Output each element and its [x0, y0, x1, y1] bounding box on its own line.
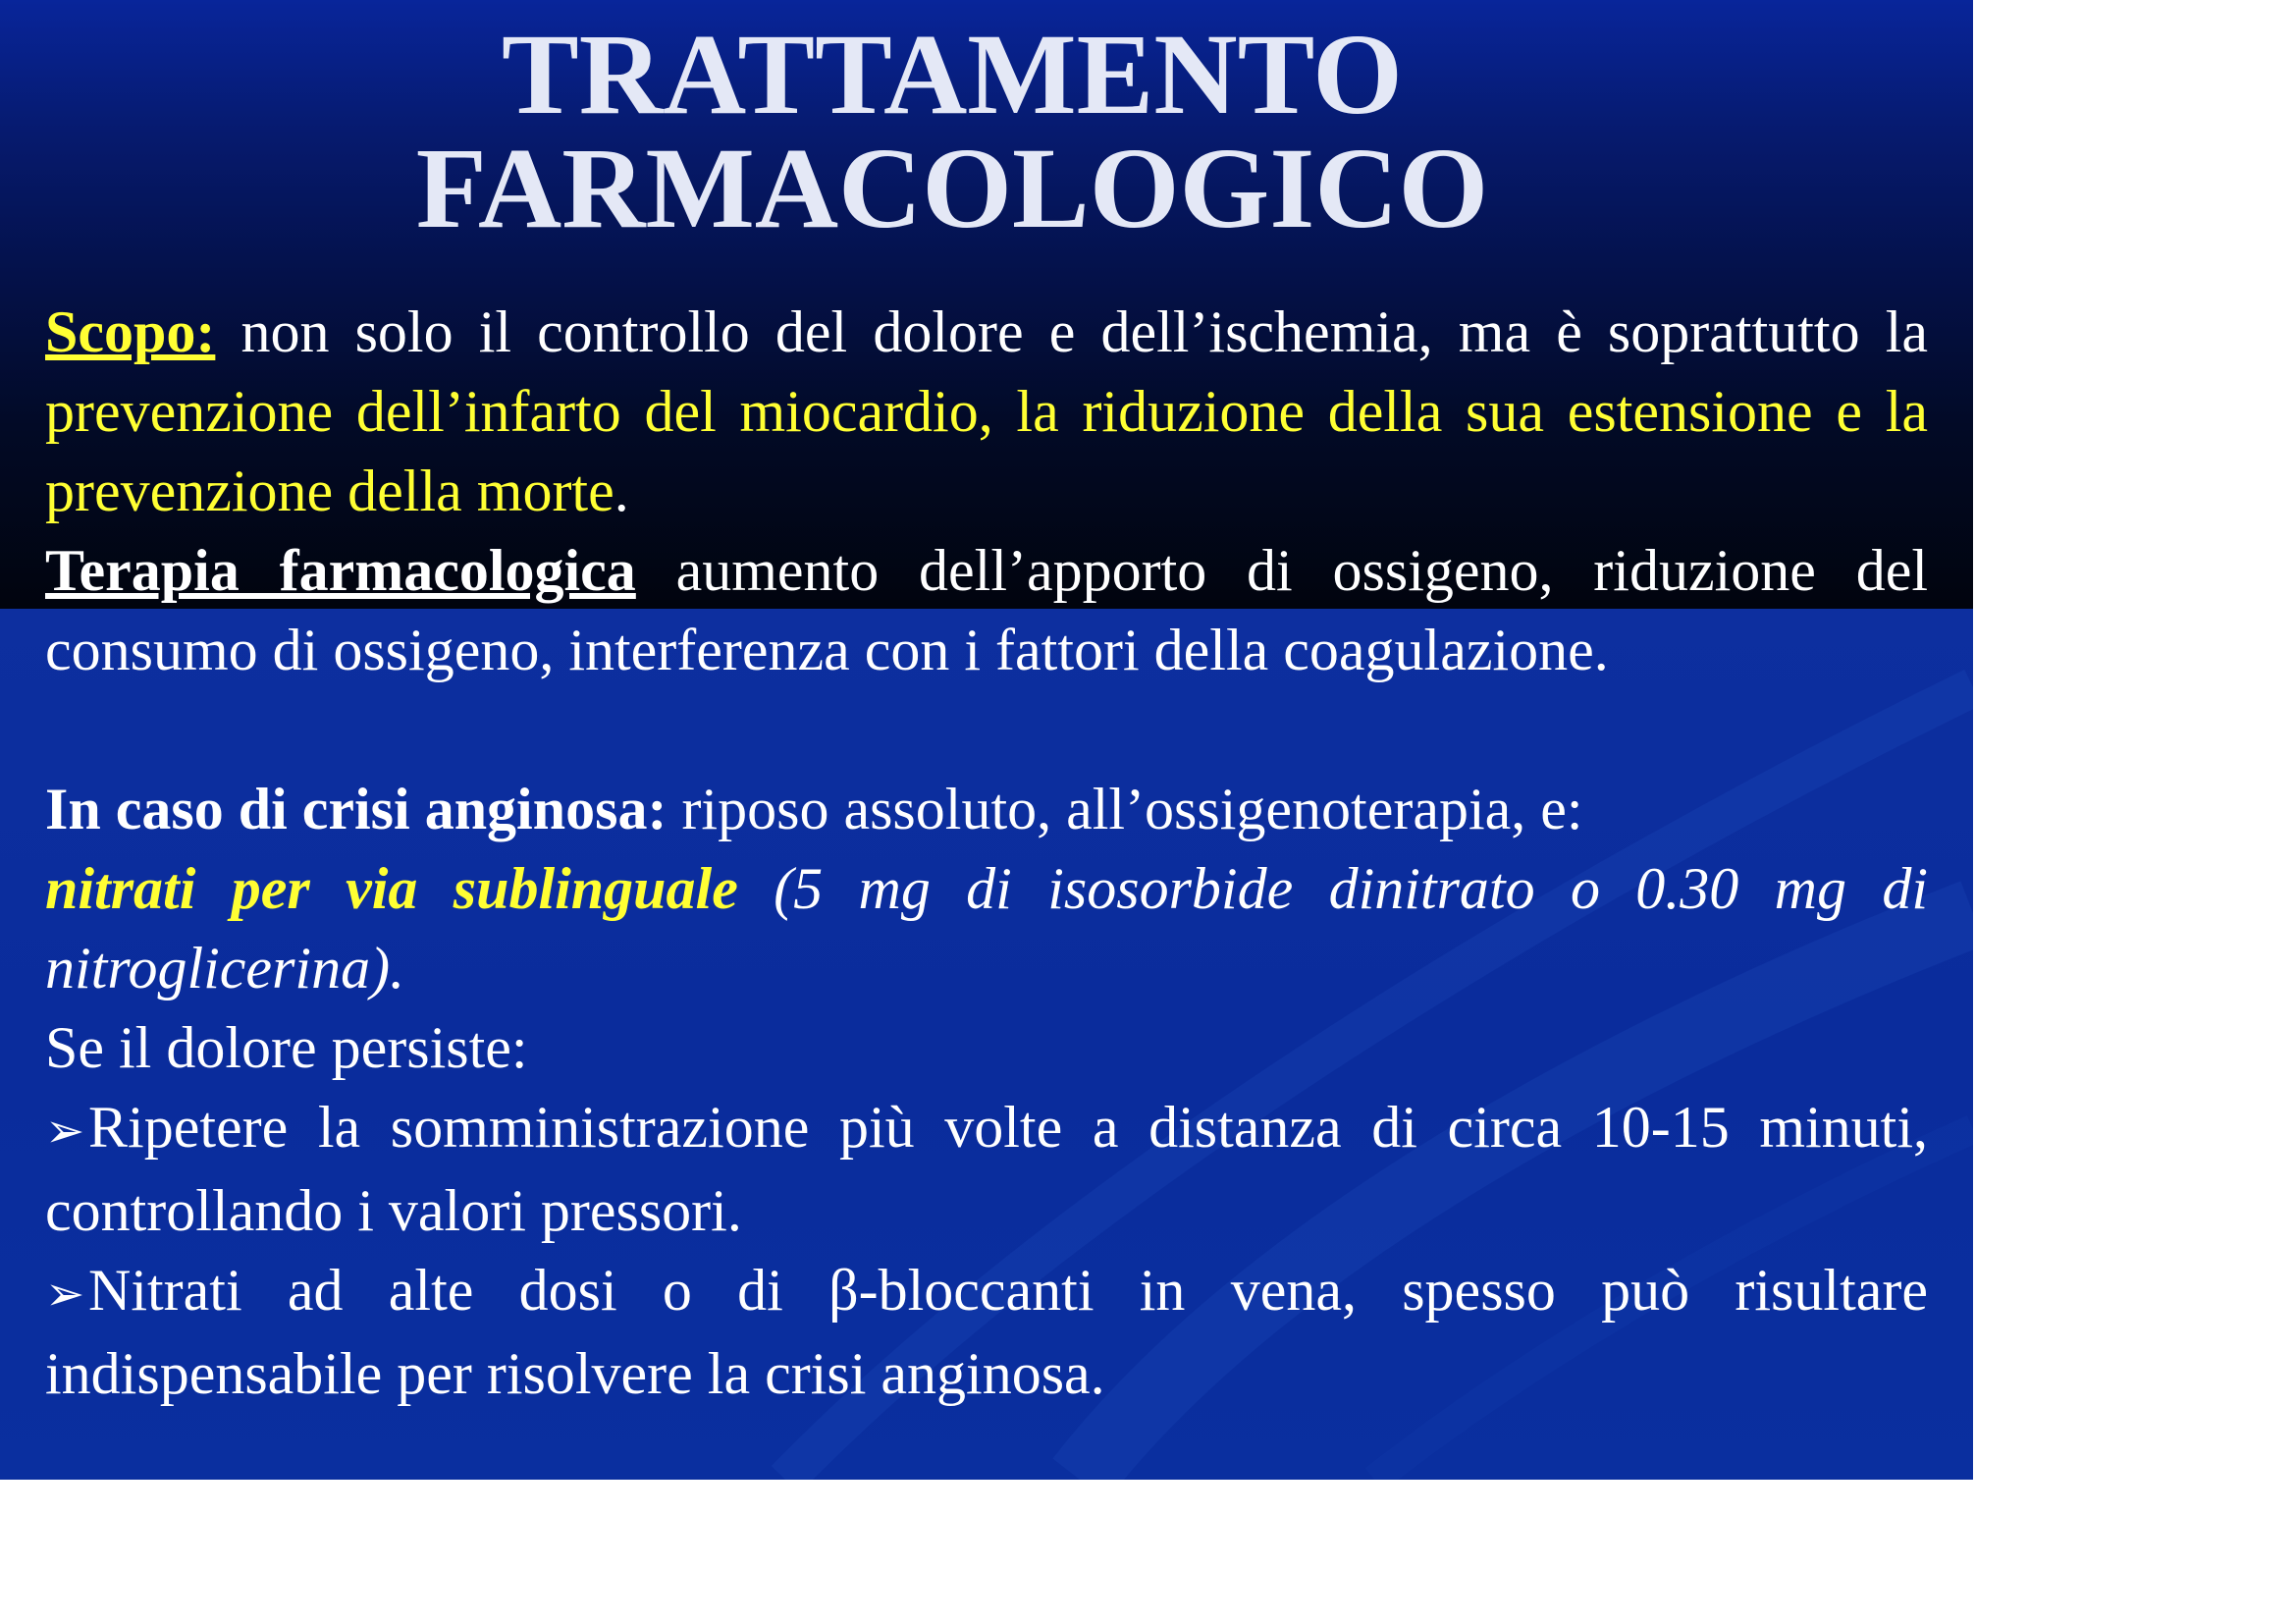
scopo-highlight: prevenzione dell’infarto del miocardio, la riduzione della sua estensione e la prevenzione della morte	[45, 379, 1928, 523]
nitrati-label: nitrati per via sublinguale	[45, 856, 738, 921]
terapia-paragraph	[45, 531, 1928, 690]
terapia-label: Terapia farmacologica	[45, 538, 636, 603]
title-line-1: TRATTAMENTO	[502, 10, 1403, 138]
slide-body	[45, 293, 1928, 1414]
crisi-paragraph	[45, 770, 1928, 849]
scopo-paragraph	[45, 293, 1928, 531]
bullet-text: Ripetere la somministrazione più volte a distanza di circa 10-15 minuti, controllando i valori pressori.	[45, 1095, 1928, 1243]
nitrati-text: (5 mg di isosorbide dinitrato o 0.30 mg di nitroglicerina).	[45, 856, 1928, 1001]
arrowhead-bullet-icon: ➢	[45, 1267, 85, 1322]
crisi-text: riposo assoluto, all’ossigenoterapia, e:	[667, 777, 1583, 841]
spacer	[45, 690, 1928, 770]
list-item	[45, 1251, 1928, 1414]
title-line-2: FARMACOLOGICO	[415, 124, 1489, 252]
page-title	[0, 10, 1904, 252]
list-item	[45, 1088, 1928, 1251]
scopo-text: non solo il controllo del dolore e dell’ischemia, ma è soprattutto la	[215, 299, 1928, 364]
arrowhead-bullet-icon: ➢	[45, 1104, 85, 1159]
terapia-text: aumento dell’apporto di ossigeno, riduzione del consumo di ossigeno, interferenza con i fattori della coagulazione.	[45, 538, 1928, 682]
nitrati-paragraph	[45, 849, 1928, 1008]
scopo-end: .	[614, 459, 629, 523]
persiste-line: Se il dolore persiste:	[45, 1015, 528, 1080]
crisi-label: In caso di crisi anginosa:	[45, 777, 667, 841]
bullet-text: Nitrati ad alte dosi o di β-bloccanti in vena, spesso può risultare indispensabile per risolvere la crisi anginosa.	[45, 1258, 1928, 1406]
scopo-label: Scopo:	[45, 299, 216, 364]
